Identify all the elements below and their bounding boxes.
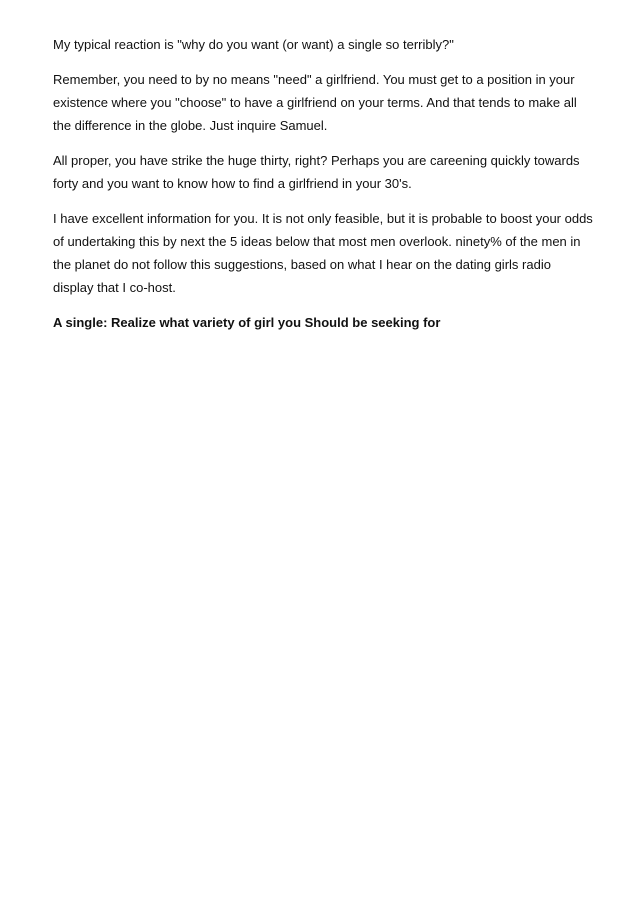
paragraph-all-proper: All proper, you have strike the huge thirty, right? Perhaps you are careening quickly towards forty and you want to know how to find a girlfriend in your 30's. (53, 153, 580, 191)
paragraph-excellent-information: I have excellent information for you. It is not only feasible, but it is probable to boost your odds of undertaking this by next the 5 ideas below that most men overlook. ninety% of the men in the planet do not follow this suggestions, based on what I hear on the dating girls radio display that I co-host. (53, 211, 593, 295)
section-heading: A single: Realize what variety of girl you Should be seeking for (53, 315, 441, 330)
paragraph-remember: Remember, you need to by no means "need" a girlfriend. You must get to a position in your existence where you "choose" to have a girlfriend on your terms. And that tends to make all the difference in the globe. Just inquire Samuel. (53, 72, 577, 133)
paragraph-typical-reaction: My typical reaction is "why do you want (or want) a single so terribly?" (53, 37, 454, 52)
document-body (53, 33, 593, 334)
